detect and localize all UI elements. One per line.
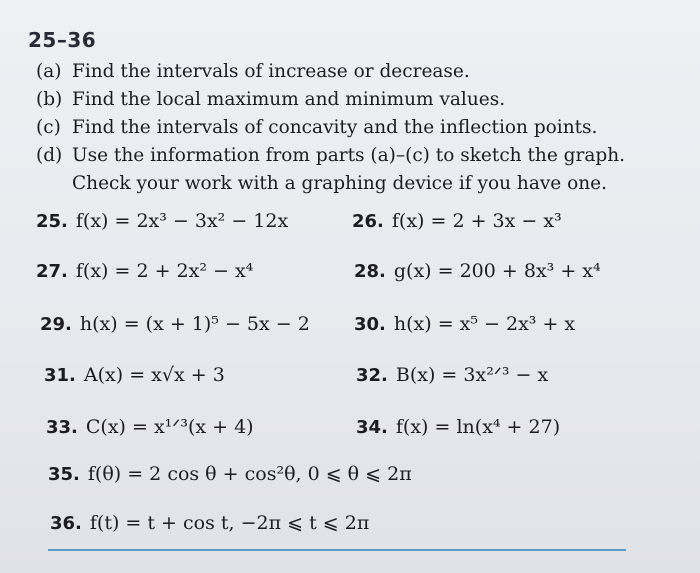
problem-expression: B(x) = 3x²ᐟ³ − x — [395, 364, 549, 386]
problem-expression: f(θ) = 2 cos θ + cos²θ, 0 ⩽ θ ⩽ 2π — [87, 463, 412, 485]
instructions-list — [36, 58, 676, 198]
instruction-label: (d) — [36, 145, 63, 166]
problem-expression: A(x) = x√x + 3 — [83, 364, 225, 386]
problem-25 — [36, 210, 288, 232]
instruction-label: (b) — [36, 89, 63, 110]
instruction-text: Use the information from parts (a)–(c) to sketch the graph. — [72, 145, 626, 166]
instruction-text: Find the intervals of increase or decrease. — [72, 61, 470, 82]
problem-expression: h(x) = x⁵ − 2x³ + x — [393, 313, 576, 335]
problem-26 — [352, 210, 562, 232]
instruction-text: Find the intervals of concavity and the inflection points. — [72, 117, 598, 138]
problem-number: 31. — [44, 365, 76, 386]
instruction-label: (c) — [36, 117, 61, 138]
problem-number: 29. — [40, 314, 72, 335]
problem-expression: f(x) = 2 + 3x − x³ — [391, 210, 562, 232]
problem-number: 35. — [48, 464, 80, 485]
problem-number: 34. — [356, 417, 388, 438]
problem-number: 26. — [352, 211, 384, 232]
problem-36 — [50, 512, 369, 534]
problem-28 — [354, 260, 601, 282]
instruction-item — [36, 58, 676, 86]
instruction-item — [36, 114, 676, 142]
problem-27 — [36, 260, 253, 282]
problem-number: 25. — [36, 211, 68, 232]
problem-expression: f(x) = ln(x⁴ + 27) — [395, 416, 561, 438]
problem-expression: g(x) = 200 + 8x³ + x⁴ — [393, 260, 601, 282]
instruction-item — [36, 142, 676, 170]
problem-29 — [40, 313, 310, 335]
problem-32 — [356, 364, 548, 386]
problem-31 — [44, 364, 225, 386]
instruction-continuation: Check your work with a graphing device if you have one. — [72, 173, 608, 194]
problem-expression: h(x) = (x + 1)⁵ − 5x − 2 — [79, 313, 310, 335]
problem-expression: C(x) = x¹ᐟ³(x + 4) — [85, 416, 254, 438]
problem-number: 30. — [354, 314, 386, 335]
problem-number: 28. — [354, 261, 386, 282]
instruction-item — [36, 86, 676, 114]
exercise-range-heading: 25–36 — [28, 28, 97, 52]
problem-33 — [46, 416, 254, 438]
problem-expression: f(x) = 2 + 2x² − x⁴ — [75, 260, 254, 282]
problem-30 — [354, 313, 575, 335]
problem-34 — [356, 416, 560, 438]
problem-number: 27. — [36, 261, 68, 282]
problem-expression: f(x) = 2x³ − 3x² − 12x — [75, 210, 289, 232]
problem-number: 36. — [50, 513, 82, 534]
problem-35 — [48, 463, 412, 485]
problem-number: 32. — [356, 365, 388, 386]
problem-expression: f(t) = t + cos t, −2π ⩽ t ⩽ 2π — [89, 512, 370, 534]
problem-number: 33. — [46, 417, 78, 438]
section-divider — [48, 549, 626, 551]
instruction-text: Find the local maximum and minimum values. — [72, 89, 506, 110]
instruction-label: (a) — [36, 61, 62, 82]
